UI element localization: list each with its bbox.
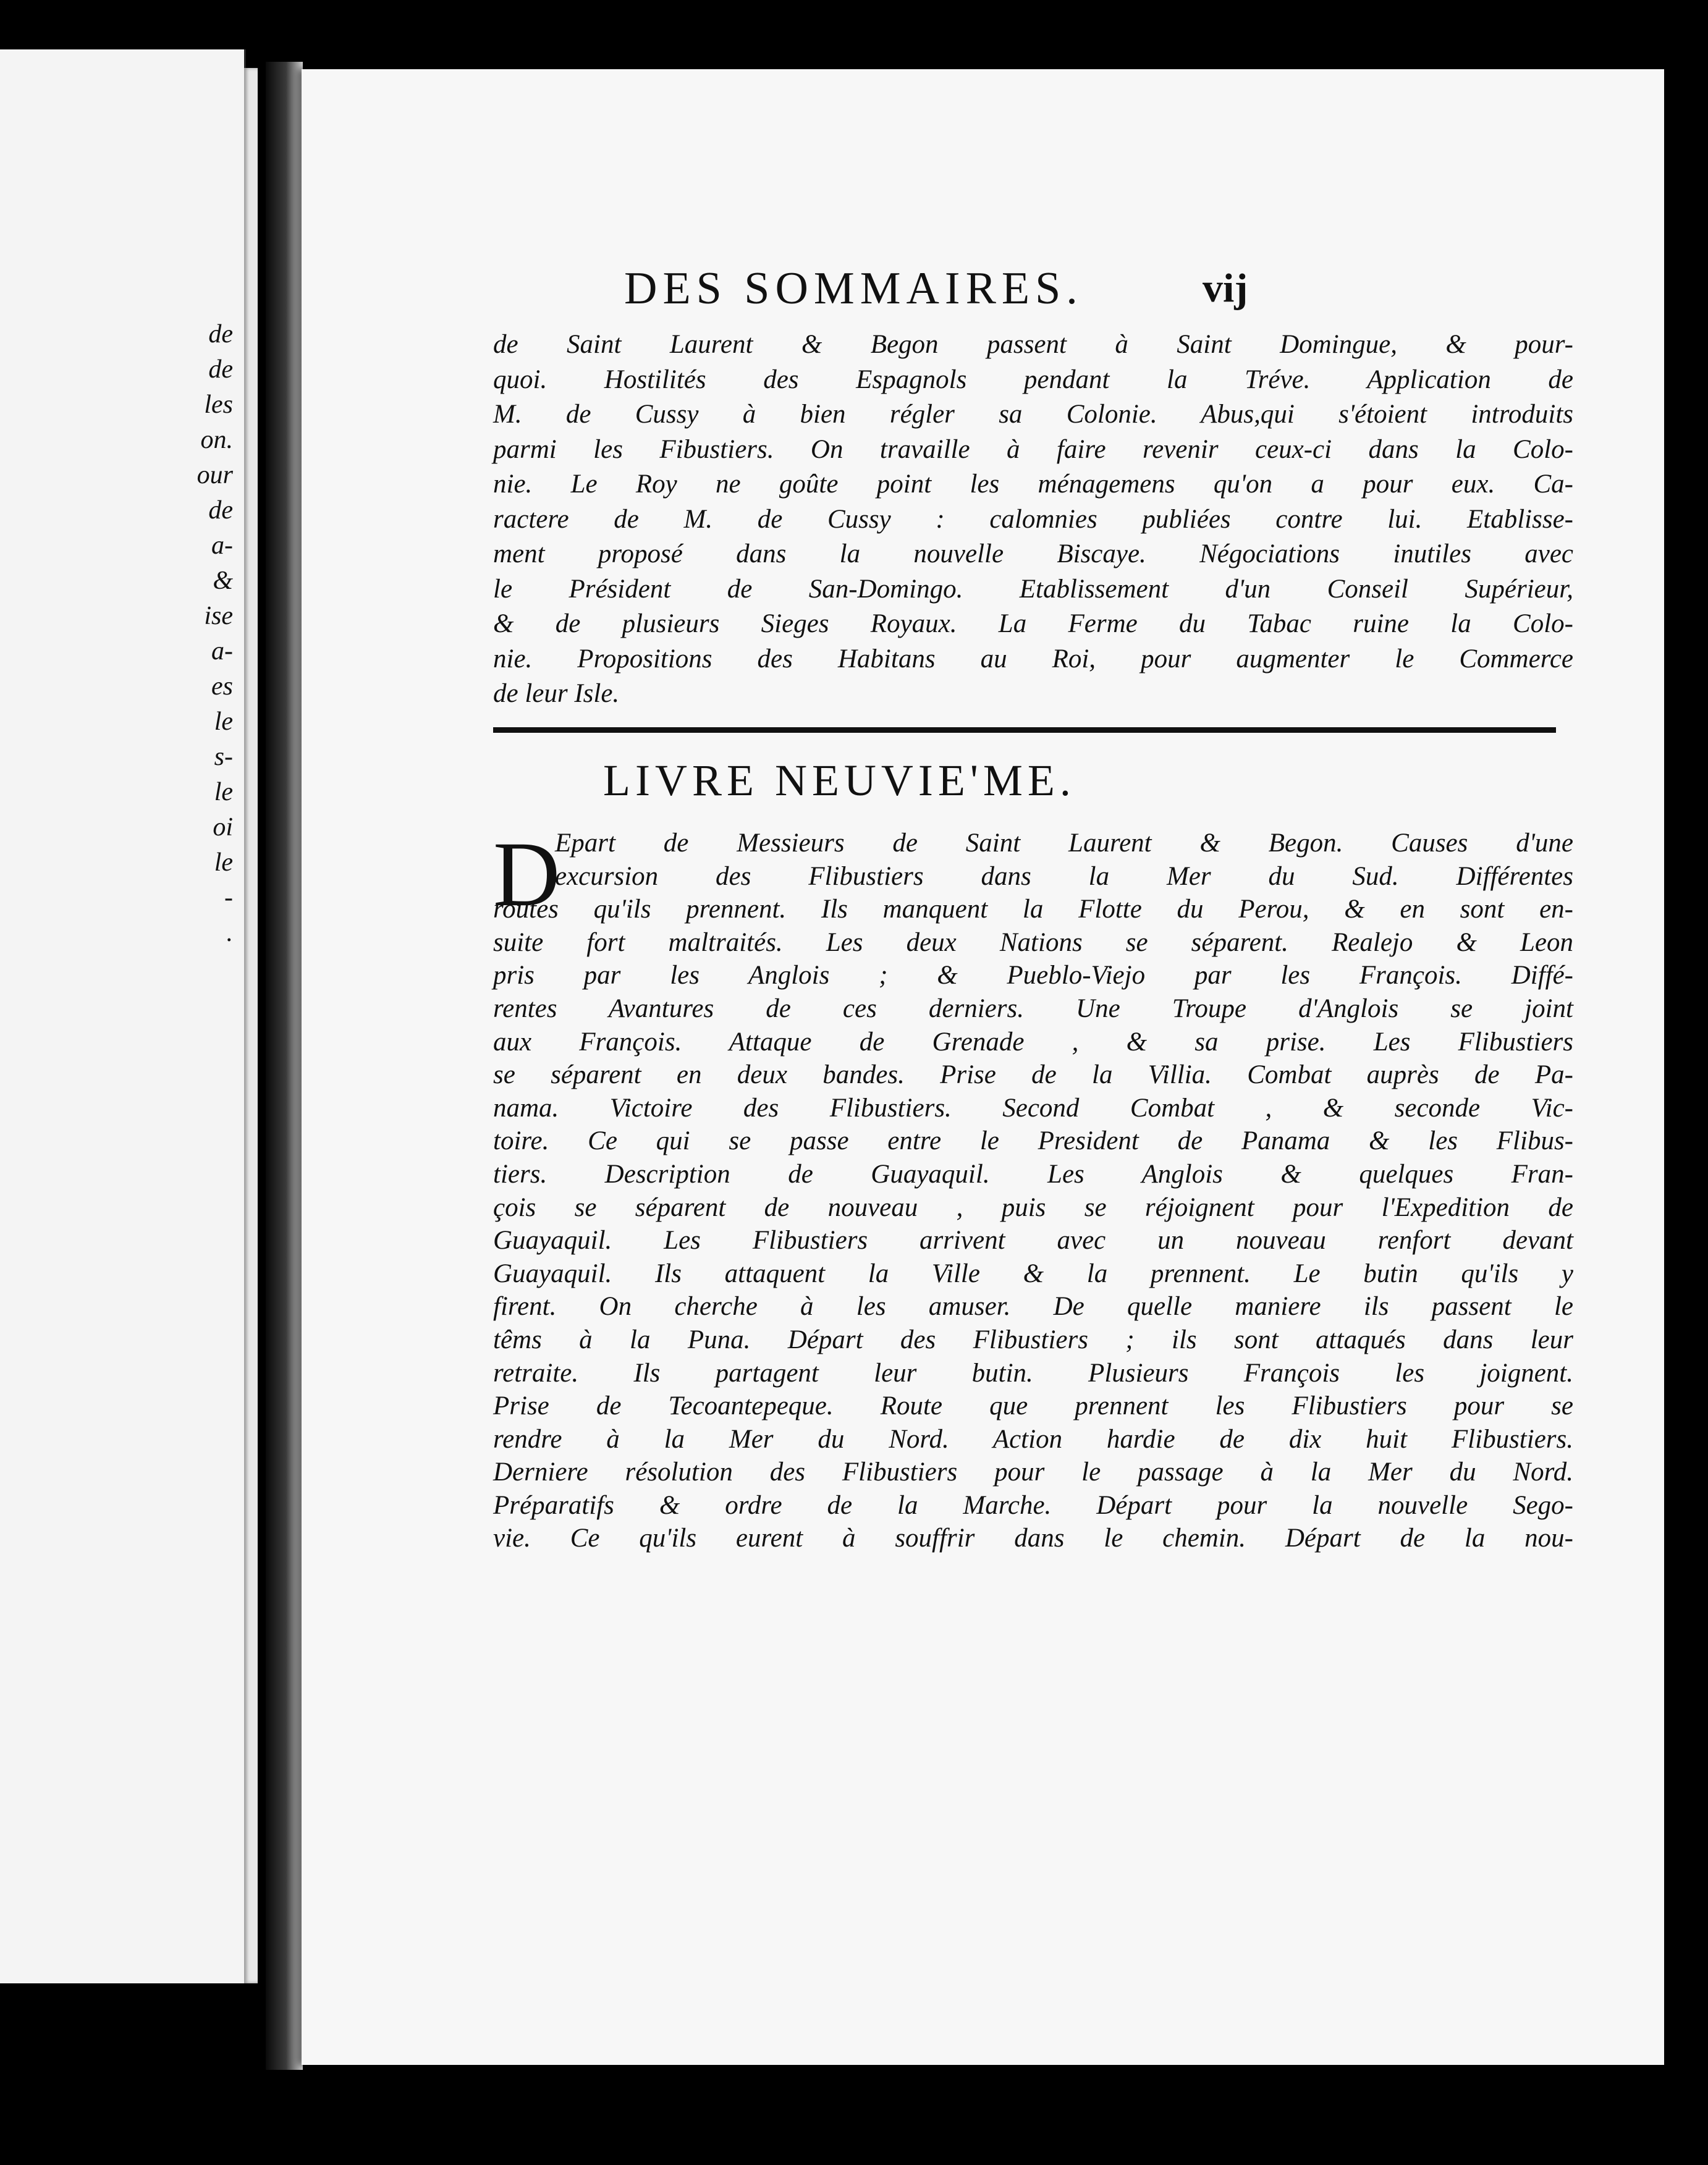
text-line: çois se séparent de nouveau , puis se réjoignent pour l'Expedition de — [493, 1192, 1573, 1222]
text-line: pris par les Anglois ; & Pueblo-Viejo par les François. Diffé- — [493, 961, 1573, 990]
text-line: retraite. Ils partagent leur butin. Plusieurs François les joignent. — [493, 1358, 1573, 1388]
text-line: Guayaquil. Ils attaquent la Ville & la prennent. Le butin qu'ils y — [493, 1259, 1573, 1288]
page-edge-shadow — [244, 68, 258, 1983]
section-rule — [493, 727, 1556, 733]
left-margin-fragment: & — [213, 567, 233, 595]
left-margin-fragment: de — [208, 496, 233, 525]
text-line: ment proposé dans la nouvelle Biscaye. Négociations inutiles avec — [493, 539, 1573, 568]
text-line: parmi les Fibustiers. On travaille à faire revenir ceux-ci dans la Colo- — [493, 434, 1573, 464]
left-margin-fragment: de — [208, 320, 233, 348]
page-number: vij — [1203, 266, 1248, 311]
text-line: Prise de Tecoantepeque. Route que prennent les Flibustiers pour se — [493, 1391, 1573, 1421]
text-line: Préparatifs & ordre de la Marche. Départ pour la nouvelle Sego- — [493, 1490, 1573, 1520]
text-line: le Président de San-Domingo. Etablissement d'un Conseil Supérieur, — [493, 574, 1573, 604]
right-page — [302, 69, 1664, 2065]
left-margin-fragment: ise — [204, 602, 233, 630]
left-margin-fragment: . — [226, 919, 233, 947]
text-line: Guayaquil. Les Flibustiers arrivent avec un nouveau renfort devant — [493, 1226, 1573, 1256]
text-line: de Saint Laurent & Begon passent à Saint Domingue, & pour- — [493, 330, 1573, 359]
text-line: aux François. Attaque de Grenade , & sa prise. Les Flibustiers — [493, 1027, 1573, 1057]
left-margin-fragment: s- — [214, 743, 233, 771]
text-line: vie. Ce qu'ils eurent à souffrir dans le chemin. Départ de la nou- — [493, 1524, 1573, 1553]
text-line: Epart de Messieurs de Saint Laurent & Begon. Causes d'une — [555, 829, 1573, 858]
left-facing-page — [0, 49, 246, 1983]
left-margin-fragment: es — [211, 672, 233, 701]
left-margin-fragment: - — [224, 884, 233, 912]
text-line: ractere de M. de Cussy : calomnies publiées contre lui. Etablisse- — [493, 504, 1573, 534]
text-line: se séparent en deux bandes. Prise de la Villia. Combat auprès de Pa- — [493, 1060, 1573, 1090]
text-line: suite fort maltraités. Les deux Nations se séparent. Realejo & Leon — [493, 927, 1573, 957]
left-margin-fragment: de — [208, 355, 233, 384]
summary-continuation — [493, 327, 1573, 712]
text-line: de leur Isle. — [493, 679, 620, 708]
text-line: M. de Cussy à bien régler sa Colonie. Abus,qui s'étoient introduits — [493, 400, 1573, 429]
text-line: firent. On cherche à les amuser. De quelle maniere ils passent le — [493, 1292, 1573, 1322]
text-line: rendre à la Mer du Nord. Action hardie de dix huit Flibustiers. — [493, 1424, 1573, 1454]
left-margin-fragment: oi — [213, 813, 233, 842]
left-margin-fragment: le — [214, 848, 233, 877]
left-margin-fragment: a- — [211, 531, 233, 560]
text-line: têms à la Puna. Départ des Flibustiers ; ils sont attaqués dans leur — [493, 1325, 1573, 1354]
text-line: tiers. Description de Guayaquil. Les Anglois & quelques Fran- — [493, 1159, 1573, 1189]
text-line: rentes Avantures de ces derniers. Une Troupe d'Anglois se joint — [493, 994, 1573, 1023]
left-margin-fragment: on. — [200, 426, 233, 454]
text-line: & de plusieurs Sieges Royaux. La Ferme du Tabac ruine la Colo- — [493, 609, 1573, 638]
left-margin-fragment: our — [197, 461, 233, 489]
text-line: toire. Ce qui se passe entre le President de Panama & les Flibus- — [493, 1126, 1573, 1156]
running-title: DES SOMMAIRES. — [624, 263, 1083, 314]
running-head — [302, 263, 1664, 321]
left-margin-fragment: le — [214, 778, 233, 806]
book-summary — [493, 823, 1573, 1555]
left-margin-fragment: le — [214, 707, 233, 736]
left-margin-fragment: les — [204, 390, 233, 419]
text-line: routes qu'ils prennent. Ils manquent la Flotte du Perou, & en sont en- — [493, 895, 1573, 924]
text-line: excursion des Flibustiers dans la Mer du Sud. Différentes — [555, 861, 1573, 891]
text-line: quoi. Hostilités des Espagnols pendant la Tréve. Application de — [493, 365, 1573, 394]
binding-gutter — [266, 62, 303, 2070]
book-title: LIVRE NEUVIE'ME. — [603, 756, 1076, 805]
text-line: nie. Propositions des Habitans au Roi, pour augmenter le Commerce — [493, 644, 1573, 673]
text-line: nama. Victoire des Flibustiers. Second Combat , & seconde Vic- — [493, 1093, 1573, 1123]
text-line: Derniere résolution des Flibustiers pour le passage à la Mer du Nord. — [493, 1458, 1573, 1487]
left-margin-fragment: a- — [211, 637, 233, 665]
text-line: nie. Le Roy ne goûte point les ménagemens qu'on a pour eux. Ca- — [493, 470, 1573, 499]
drop-cap: D — [493, 823, 560, 926]
